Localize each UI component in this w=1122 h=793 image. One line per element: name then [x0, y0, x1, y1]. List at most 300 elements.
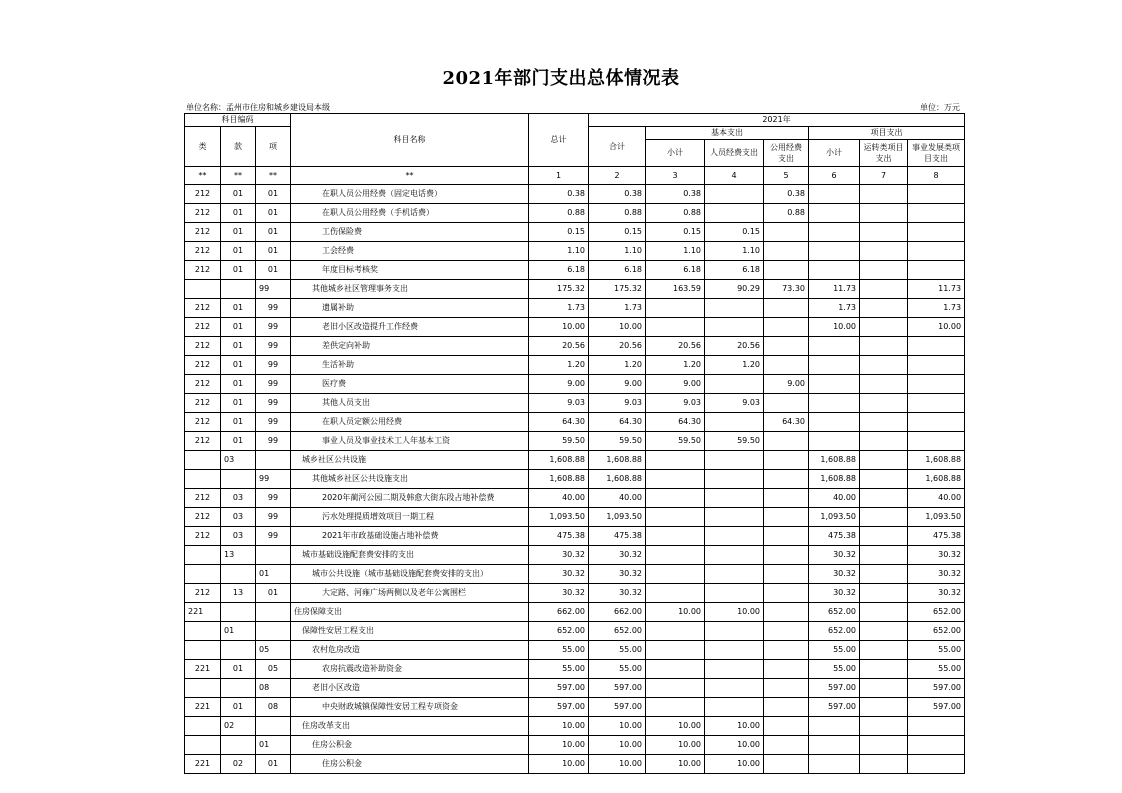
- project-subtotal-cell: 1.73: [809, 299, 860, 318]
- sum-cell: 597.00: [589, 698, 646, 717]
- class-cell: 221: [185, 755, 221, 774]
- table-row: [185, 698, 965, 717]
- table-row: [185, 204, 965, 223]
- basic-subtotal-cell: 20.56: [646, 337, 705, 356]
- total-cell: 1,608.88: [529, 470, 589, 489]
- basic-subtotal-cell: [646, 318, 705, 337]
- public-cell: 73.30: [764, 280, 809, 299]
- project-subtotal-cell: [809, 261, 860, 280]
- project-subtotal-cell: [809, 356, 860, 375]
- transfer-cell: [860, 318, 908, 337]
- table-row: [185, 413, 965, 432]
- subject-name-cell: 事业人员及事业技术工人年基本工资: [291, 432, 529, 451]
- sum-cell: 1,608.88: [589, 470, 646, 489]
- personnel-cell: [705, 527, 764, 546]
- subject-name-cell: 2020年蔺河公园二期及韩愈大街东段占地补偿费: [291, 489, 529, 508]
- total-cell: 1.73: [529, 299, 589, 318]
- basic-subtotal-cell: [646, 546, 705, 565]
- class-cell: 212: [185, 299, 221, 318]
- development-cell: 55.00: [908, 641, 965, 660]
- section-cell: 03: [221, 508, 256, 527]
- development-cell: [908, 356, 965, 375]
- personnel-cell: [705, 413, 764, 432]
- section-cell: [221, 470, 256, 489]
- public-cell: [764, 451, 809, 470]
- subject-name-cell: 在职人员公用经费（手机话费）: [291, 204, 529, 223]
- development-cell: 30.32: [908, 546, 965, 565]
- sum-cell: 9.03: [589, 394, 646, 413]
- development-cell: [908, 432, 965, 451]
- subject-name-cell: 污水处理提质增效项目一期工程: [291, 508, 529, 527]
- sum-cell: 30.32: [589, 584, 646, 603]
- section-cell: [221, 736, 256, 755]
- sum-cell: 9.00: [589, 375, 646, 394]
- section-cell: 03: [221, 527, 256, 546]
- project-subtotal-cell: [809, 432, 860, 451]
- subject-name-cell: 年度目标考核奖: [291, 261, 529, 280]
- class-cell: 212: [185, 584, 221, 603]
- table-row: [185, 280, 965, 299]
- index-cell: **: [221, 167, 256, 185]
- personnel-cell: 59.50: [705, 432, 764, 451]
- header-total: 总计: [529, 114, 589, 167]
- header-item: 项: [256, 127, 291, 167]
- section-cell: 01: [221, 299, 256, 318]
- project-subtotal-cell: 55.00: [809, 641, 860, 660]
- development-cell: 1,608.88: [908, 451, 965, 470]
- table-row: [185, 546, 965, 565]
- sum-cell: 0.38: [589, 185, 646, 204]
- public-cell: 0.88: [764, 204, 809, 223]
- total-cell: 9.03: [529, 394, 589, 413]
- class-cell: [185, 451, 221, 470]
- class-cell: [185, 546, 221, 565]
- table-row: [185, 451, 965, 470]
- unit-name: 单位名称：孟州市住房和城乡建设局本级: [186, 103, 330, 112]
- class-cell: [185, 622, 221, 641]
- index-cell: 1: [529, 167, 589, 185]
- development-cell: 475.38: [908, 527, 965, 546]
- section-cell: 01: [221, 375, 256, 394]
- item-cell: 99: [256, 527, 291, 546]
- item-cell: [256, 451, 291, 470]
- item-cell: 99: [256, 299, 291, 318]
- development-cell: 1.73: [908, 299, 965, 318]
- total-cell: 597.00: [529, 679, 589, 698]
- development-cell: 55.00: [908, 660, 965, 679]
- basic-subtotal-cell: 1.20: [646, 356, 705, 375]
- project-subtotal-cell: 475.38: [809, 527, 860, 546]
- class-cell: [185, 280, 221, 299]
- total-cell: 1.10: [529, 242, 589, 261]
- basic-subtotal-cell: 10.00: [646, 603, 705, 622]
- index-cell: 4: [705, 167, 764, 185]
- header-project: 项目支出: [809, 127, 965, 140]
- section-cell: 01: [221, 337, 256, 356]
- subject-name-cell: 生活补助: [291, 356, 529, 375]
- basic-subtotal-cell: [646, 679, 705, 698]
- item-cell: 08: [256, 679, 291, 698]
- transfer-cell: [860, 204, 908, 223]
- subject-name-cell: 其他城乡社区管理事务支出: [291, 280, 529, 299]
- header-public: 公用经费支出: [764, 140, 809, 167]
- development-cell: [908, 261, 965, 280]
- sum-cell: 30.32: [589, 565, 646, 584]
- development-cell: [908, 394, 965, 413]
- basic-subtotal-cell: 0.88: [646, 204, 705, 223]
- section-cell: [221, 603, 256, 622]
- personnel-cell: 0.15: [705, 223, 764, 242]
- development-cell: [908, 717, 965, 736]
- sum-cell: 55.00: [589, 641, 646, 660]
- basic-subtotal-cell: [646, 698, 705, 717]
- item-cell: 01: [256, 185, 291, 204]
- personnel-cell: [705, 318, 764, 337]
- unit-label: 单位：万元: [920, 103, 960, 112]
- subject-name-cell: 住房保障支出: [291, 603, 529, 622]
- section-cell: [221, 565, 256, 584]
- transfer-cell: [860, 432, 908, 451]
- page-title: 2021年部门支出总体情况表: [442, 68, 680, 89]
- basic-subtotal-cell: [646, 451, 705, 470]
- item-cell: 99: [256, 337, 291, 356]
- personnel-cell: 1.20: [705, 356, 764, 375]
- table-row: [185, 432, 965, 451]
- sum-cell: 55.00: [589, 660, 646, 679]
- table-row: [185, 242, 965, 261]
- development-cell: 40.00: [908, 489, 965, 508]
- section-cell: 01: [221, 318, 256, 337]
- development-cell: [908, 736, 965, 755]
- class-cell: [185, 470, 221, 489]
- section-cell: 02: [221, 755, 256, 774]
- project-subtotal-cell: 11.73: [809, 280, 860, 299]
- public-cell: [764, 508, 809, 527]
- basic-subtotal-cell: [646, 470, 705, 489]
- personnel-cell: 10.00: [705, 603, 764, 622]
- basic-subtotal-cell: [646, 622, 705, 641]
- project-subtotal-cell: 30.32: [809, 584, 860, 603]
- transfer-cell: [860, 299, 908, 318]
- personnel-cell: [705, 508, 764, 527]
- development-cell: [908, 337, 965, 356]
- table-row: [185, 679, 965, 698]
- subject-name-cell: 医疗费: [291, 375, 529, 394]
- subject-name-cell: 在职人员定额公用经费: [291, 413, 529, 432]
- section-cell: [221, 641, 256, 660]
- personnel-cell: [705, 546, 764, 565]
- item-cell: 01: [256, 565, 291, 584]
- header-sum: 合计: [589, 127, 646, 167]
- sum-cell: 597.00: [589, 679, 646, 698]
- class-cell: 212: [185, 204, 221, 223]
- transfer-cell: [860, 736, 908, 755]
- item-cell: 01: [256, 223, 291, 242]
- personnel-cell: [705, 470, 764, 489]
- class-cell: 212: [185, 489, 221, 508]
- section-cell: 01: [221, 660, 256, 679]
- header-personnel: 人员经费支出: [705, 140, 764, 167]
- table-row: [185, 318, 965, 337]
- index-cell: **: [256, 167, 291, 185]
- personnel-cell: 20.56: [705, 337, 764, 356]
- public-cell: [764, 679, 809, 698]
- class-cell: 212: [185, 242, 221, 261]
- personnel-cell: [705, 451, 764, 470]
- development-cell: 597.00: [908, 698, 965, 717]
- transfer-cell: [860, 698, 908, 717]
- sum-cell: 1,093.50: [589, 508, 646, 527]
- sum-cell: 1,608.88: [589, 451, 646, 470]
- table-row: [185, 565, 965, 584]
- section-cell: 01: [221, 622, 256, 641]
- item-cell: 01: [256, 261, 291, 280]
- header-basic: 基本支出: [646, 127, 809, 140]
- subject-name-cell: 住房公积金: [291, 755, 529, 774]
- public-cell: [764, 603, 809, 622]
- sum-cell: 0.15: [589, 223, 646, 242]
- item-cell: 05: [256, 660, 291, 679]
- sum-cell: 10.00: [589, 318, 646, 337]
- transfer-cell: [860, 451, 908, 470]
- basic-subtotal-cell: 0.15: [646, 223, 705, 242]
- class-cell: 212: [185, 375, 221, 394]
- sum-cell: 1.20: [589, 356, 646, 375]
- transfer-cell: [860, 242, 908, 261]
- project-subtotal-cell: [809, 717, 860, 736]
- personnel-cell: [705, 489, 764, 508]
- project-subtotal-cell: [809, 755, 860, 774]
- personnel-cell: 10.00: [705, 736, 764, 755]
- header-year: 2021年: [589, 114, 965, 127]
- public-cell: 9.00: [764, 375, 809, 394]
- development-cell: 652.00: [908, 622, 965, 641]
- public-cell: [764, 299, 809, 318]
- project-subtotal-cell: 1,608.88: [809, 470, 860, 489]
- subject-name-cell: 中央财政城镇保障性安居工程专项资金: [291, 698, 529, 717]
- class-cell: 212: [185, 394, 221, 413]
- subject-name-cell: 城市基础设施配套费安排的支出: [291, 546, 529, 565]
- sum-cell: 662.00: [589, 603, 646, 622]
- index-cell: 2: [589, 167, 646, 185]
- development-cell: 30.32: [908, 584, 965, 603]
- basic-subtotal-cell: [646, 508, 705, 527]
- personnel-cell: [705, 698, 764, 717]
- basic-subtotal-cell: 64.30: [646, 413, 705, 432]
- transfer-cell: [860, 717, 908, 736]
- subject-name-cell: 工会经费: [291, 242, 529, 261]
- total-cell: 59.50: [529, 432, 589, 451]
- sum-cell: 30.32: [589, 546, 646, 565]
- table-row: [185, 470, 965, 489]
- class-cell: 221: [185, 698, 221, 717]
- personnel-cell: [705, 679, 764, 698]
- development-cell: [908, 413, 965, 432]
- total-cell: 1,608.88: [529, 451, 589, 470]
- personnel-cell: 10.00: [705, 717, 764, 736]
- personnel-cell: [705, 584, 764, 603]
- public-cell: [764, 736, 809, 755]
- personnel-cell: [705, 565, 764, 584]
- sum-cell: 10.00: [589, 755, 646, 774]
- header-class: 类: [185, 127, 221, 167]
- table-row: [185, 508, 965, 527]
- item-cell: [256, 603, 291, 622]
- public-cell: [764, 318, 809, 337]
- development-cell: [908, 375, 965, 394]
- section-cell: 13: [221, 584, 256, 603]
- section-cell: 01: [221, 356, 256, 375]
- class-cell: 212: [185, 413, 221, 432]
- section-cell: 01: [221, 242, 256, 261]
- development-cell: [908, 223, 965, 242]
- project-subtotal-cell: 652.00: [809, 603, 860, 622]
- total-cell: 10.00: [529, 736, 589, 755]
- item-cell: [256, 717, 291, 736]
- project-subtotal-cell: 652.00: [809, 622, 860, 641]
- index-cell: 5: [764, 167, 809, 185]
- personnel-cell: [705, 185, 764, 204]
- table-row: [185, 660, 965, 679]
- sum-cell: 10.00: [589, 736, 646, 755]
- sum-cell: 475.38: [589, 527, 646, 546]
- development-cell: [908, 755, 965, 774]
- section-cell: 03: [221, 451, 256, 470]
- project-subtotal-cell: [809, 394, 860, 413]
- project-subtotal-cell: 40.00: [809, 489, 860, 508]
- index-cell: 7: [860, 167, 908, 185]
- personnel-cell: [705, 660, 764, 679]
- header-subject-name: 科目名称: [291, 114, 529, 167]
- transfer-cell: [860, 356, 908, 375]
- project-subtotal-cell: 597.00: [809, 679, 860, 698]
- item-cell: 99: [256, 375, 291, 394]
- public-cell: [764, 261, 809, 280]
- sum-cell: 0.88: [589, 204, 646, 223]
- basic-subtotal-cell: 6.18: [646, 261, 705, 280]
- item-cell: [256, 546, 291, 565]
- item-cell: 05: [256, 641, 291, 660]
- class-cell: 212: [185, 337, 221, 356]
- table-row: [185, 261, 965, 280]
- table-row: [185, 299, 965, 318]
- public-cell: [764, 223, 809, 242]
- basic-subtotal-cell: 10.00: [646, 736, 705, 755]
- subject-name-cell: 其他人员支出: [291, 394, 529, 413]
- total-cell: 10.00: [529, 318, 589, 337]
- class-cell: 221: [185, 660, 221, 679]
- sum-cell: 1.10: [589, 242, 646, 261]
- public-cell: [764, 622, 809, 641]
- total-cell: 652.00: [529, 622, 589, 641]
- subject-name-cell: 大定路、河雍广场两侧以及老年公寓围栏: [291, 584, 529, 603]
- public-cell: [764, 565, 809, 584]
- subject-name-cell: 城市公共设施（城市基础设施配套费安排的支出）: [291, 565, 529, 584]
- section-cell: 01: [221, 185, 256, 204]
- subject-name-cell: 保障性安居工程支出: [291, 622, 529, 641]
- total-cell: 10.00: [529, 717, 589, 736]
- basic-subtotal-cell: 9.03: [646, 394, 705, 413]
- table-row: [185, 337, 965, 356]
- project-subtotal-cell: [809, 736, 860, 755]
- table-row: [185, 394, 965, 413]
- project-subtotal-cell: [809, 242, 860, 261]
- table-row: [185, 603, 965, 622]
- class-cell: 212: [185, 432, 221, 451]
- class-cell: [185, 736, 221, 755]
- total-cell: 30.32: [529, 546, 589, 565]
- item-cell: 99: [256, 394, 291, 413]
- subject-name-cell: 农房抗震改造补助资金: [291, 660, 529, 679]
- total-cell: 1.20: [529, 356, 589, 375]
- total-cell: 55.00: [529, 641, 589, 660]
- transfer-cell: [860, 413, 908, 432]
- header-development: 事业发展类项目支出: [908, 140, 965, 167]
- item-cell: 99: [256, 432, 291, 451]
- total-cell: 0.38: [529, 185, 589, 204]
- transfer-cell: [860, 641, 908, 660]
- table-row: [185, 185, 965, 204]
- transfer-cell: [860, 584, 908, 603]
- project-subtotal-cell: 1,093.50: [809, 508, 860, 527]
- development-cell: 1,093.50: [908, 508, 965, 527]
- transfer-cell: [860, 622, 908, 641]
- public-cell: [764, 527, 809, 546]
- development-cell: 30.32: [908, 565, 965, 584]
- basic-subtotal-cell: [646, 660, 705, 679]
- transfer-cell: [860, 394, 908, 413]
- transfer-cell: [860, 185, 908, 204]
- transfer-cell: [860, 223, 908, 242]
- item-cell: 99: [256, 280, 291, 299]
- class-cell: 212: [185, 261, 221, 280]
- public-cell: [764, 641, 809, 660]
- basic-subtotal-cell: [646, 527, 705, 546]
- class-cell: 212: [185, 318, 221, 337]
- development-cell: [908, 204, 965, 223]
- index-cell: 8: [908, 167, 965, 185]
- item-cell: 99: [256, 508, 291, 527]
- total-cell: 9.00: [529, 375, 589, 394]
- basic-subtotal-cell: 0.38: [646, 185, 705, 204]
- sum-cell: 59.50: [589, 432, 646, 451]
- project-subtotal-cell: 55.00: [809, 660, 860, 679]
- development-cell: [908, 185, 965, 204]
- public-cell: [764, 717, 809, 736]
- transfer-cell: [860, 280, 908, 299]
- development-cell: [908, 242, 965, 261]
- section-cell: 02: [221, 717, 256, 736]
- transfer-cell: [860, 755, 908, 774]
- total-cell: 40.00: [529, 489, 589, 508]
- header-project-subtotal: 小计: [809, 140, 860, 167]
- transfer-cell: [860, 261, 908, 280]
- personnel-cell: [705, 299, 764, 318]
- table-row: [185, 755, 965, 774]
- item-cell: 99: [256, 470, 291, 489]
- subject-name-cell: 在职人员公用经费（固定电话费）: [291, 185, 529, 204]
- class-cell: 221: [185, 603, 221, 622]
- item-cell: 08: [256, 698, 291, 717]
- subject-name-cell: 2021年市政基础设施占地补偿费: [291, 527, 529, 546]
- public-cell: [764, 394, 809, 413]
- item-cell: 01: [256, 204, 291, 223]
- class-cell: [185, 565, 221, 584]
- table-row: [185, 584, 965, 603]
- index-cell: **: [185, 167, 221, 185]
- personnel-cell: 90.29: [705, 280, 764, 299]
- header-basic-subtotal: 小计: [646, 140, 705, 167]
